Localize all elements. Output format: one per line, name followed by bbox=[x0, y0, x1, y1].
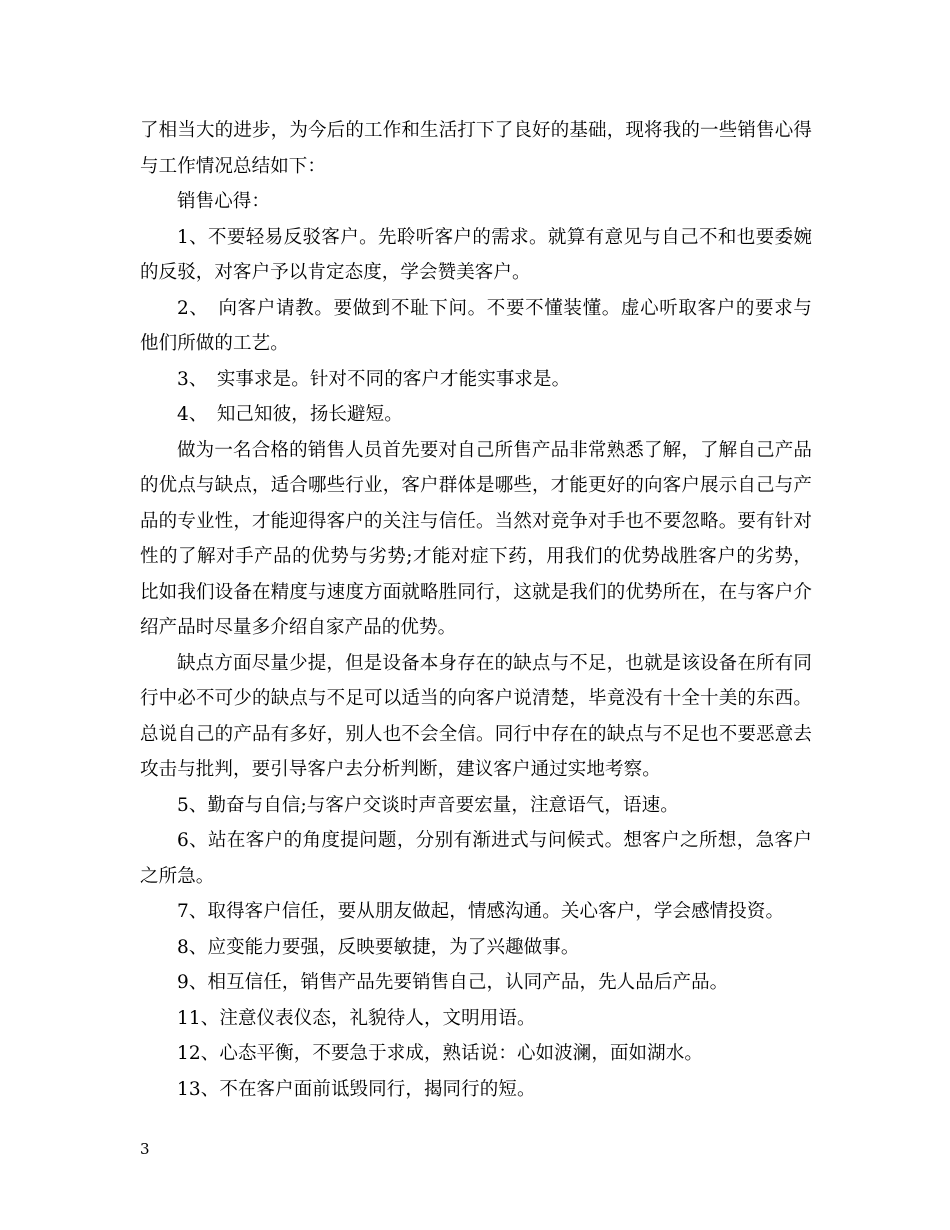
paragraph-shortcomings: 缺点方面尽量少提，但是设备本身存在的缺点与不足，也就是该设备在所有同行中必不可少的缺点与不足可以适当的向客户说清楚，毕竟没有十全十美的东西。总说自己的产品有多好，别人也不会全信。同行中存在的缺点与不足也不要恶意去攻击与批判，要引导客户去分析判断，建议客户通过实地考察。 bbox=[140, 652, 812, 780]
paragraph-item-4: 4、 知己知彼，扬长避短。 bbox=[177, 404, 403, 425]
paragraph-product-knowledge: 做为一名合格的销售人员首先要对自己所售产品非常熟悉了解，了解自己产品的优点与缺点，适合哪些行业，客户群体是哪些，才能更好的向客户展示自己与产品的专业性，才能迎得客户的关注与信任。当然对竞争对手也不要忽略。要有针对性的了解对手产品的优势与劣势;才能对症下药，用我们的优势战胜客户的劣势，比如我们设备在精度与速度方面就略胜同行，这就是我们的优势所在，在与客户介绍产品时尽量多介绍自家产品的优势。 bbox=[140, 439, 812, 638]
paragraph-item-11: 11、注意仪表仪态，礼貌待人，文明用语。 bbox=[177, 1007, 536, 1029]
paragraph-item-12: 12、心态平衡，不要急于求成，熟话说：心如波澜，面如湖水。 bbox=[177, 1043, 703, 1064]
paragraph-item-3: 3、 实事求是。针对不同的客户才能实事求是。 bbox=[177, 368, 571, 390]
paragraph-item-1: 1、不要轻易反驳客户。先聆听客户的需求。就算有意见与自己不和也要委婉的反驳，对客户予以肯定态度，学会赞美客户。 bbox=[140, 226, 812, 283]
paragraph-item-6: 6、站在客户的角度提问题，分别有渐进式与问候式。想客户之所想，急客户之所急。 bbox=[140, 830, 812, 887]
paragraph-continuation: 了相当大的进步，为今后的工作和生活打下了良好的基础，现将我的一些销售心得与工作情况总结如下： bbox=[140, 120, 812, 177]
paragraph-sales-heading: 销售心得： bbox=[177, 191, 271, 212]
document-body bbox=[140, 113, 812, 1107]
paragraph-item-8: 8、应变能力要强，反映要敏捷，为了兴趣做事。 bbox=[177, 936, 580, 958]
paragraph-item-2: 2、 向客户请教。要做到不耻下问。不要不懂装懂。虚心听取客户的要求与他们所做的工艺。 bbox=[140, 297, 812, 354]
paragraph-item-9: 9、相互信任，销售产品先要销售自己，认同产品，先人品后产品。 bbox=[177, 972, 729, 993]
paragraph-item-5: 5、勤奋与自信;与客户交谈时声音要宏量，注意语气，语速。 bbox=[177, 794, 679, 816]
page-number: 3 bbox=[140, 1140, 150, 1158]
paragraph-item-13: 13、不在客户面前诋毁同行，揭同行的短。 bbox=[177, 1078, 536, 1100]
paragraph-item-7: 7、取得客户信任，要从朋友做起，情感沟通。关心客户，学会感情投资。 bbox=[177, 901, 785, 922]
